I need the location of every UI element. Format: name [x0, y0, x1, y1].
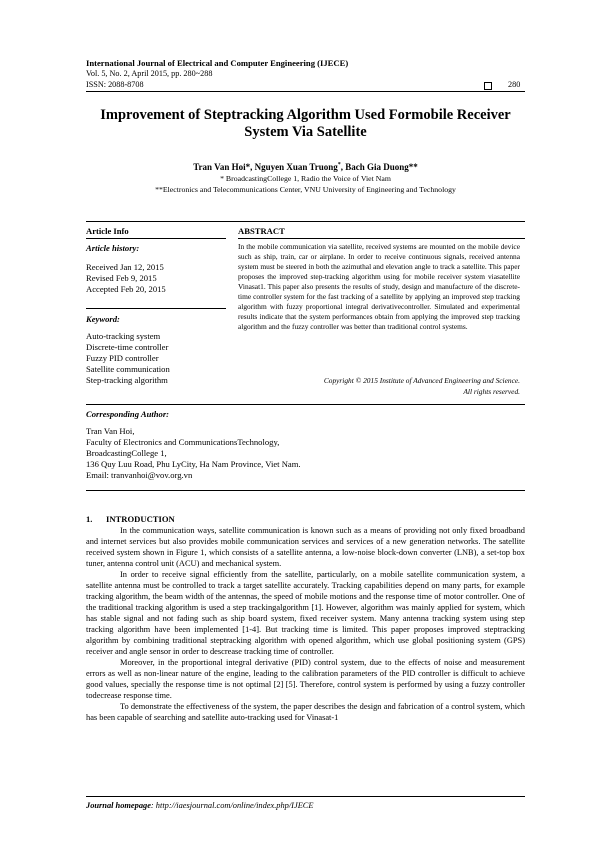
corresponding-college: BroadcastingCollege 1, — [86, 448, 167, 458]
abstract-head-rule — [238, 238, 525, 239]
body-paragraph: In order to receive signal efficiently from the satellite, particularly, on a mobile satellite communication system, a satellite antenna must be controlled to track a target satellite accurately. Tracking capabilities depend on many parts, for example tracking algorithm, the beam width of the antennas, the speed of mobile motions and the response time of motor controller. One of the traditional tracking algorithm is used a step trackingalgorithm [1]. However, algorithm was mainly applied for system, which has stable signal and not fading such as ship board system, fixed receiver system. Many antenna tracking system using step tracking algorithm have been implemented [1-4]. But tracking time is limited. This paper proposes improved steptracking algorithm by combining traditional steptracking algorithm with opened algorithm, which use global positioning system (GPS) receiver and angle sensor in order to descrease tracking time of controller. — [86, 570, 525, 656]
journal-homepage — [86, 801, 314, 810]
abstract-text: In the mobile communication via satellite, received systems are mounted on the mobile device such as ship, train, car or airplane. In order to receive continuous signals, received antenna system must be steered in both the azimuthal and elevation angle to track a satellite. This paper proposes the improved step-tracking algorithm using for mobile receiver system viasatellite Vinasat1. This paper also presents the results of study, design and manufacture of the discrete-time controller system for the fast tracking of a satellite by applying an improved step tracking algorithm with fuzzy proportional integral derivativecontroller. Simulated and experimental results indicate that the system performances obtain from applying the improved step tracking algorithm and the fuzzy controller was better than traditional control systems. — [238, 242, 520, 331]
copyright-line-2: All rights reserved. — [463, 386, 520, 396]
header-divider — [86, 91, 525, 92]
homepage-label: Journal homepage — [86, 801, 151, 810]
keyword-item: Satellite communication — [86, 364, 170, 374]
keyword-item: Discrete-time controller — [86, 342, 169, 352]
section-title: INTRODUCTION — [106, 514, 175, 524]
body-paragraph: In the communication ways, satellite communication is known such as a means of providing not only fixed broadband and internet services but also provides mobile communication services and services of a new generation networks. The satellite received system shown in Figure 1, which consists of a satellite antenna, a low-noise block-down converter (LNB), a set-top box tuner, antenna control unit (ACU) and mechanical system. — [86, 526, 525, 568]
corresponding-label: Corresponding Author: — [86, 409, 170, 419]
affiliation-2: **Electronics and Telecommunications Center, VNU University of Engineering and Technology — [155, 185, 456, 194]
journal-name: International Journal of Electrical and Computer Engineering (IJECE) — [86, 58, 349, 68]
keyword-item: Step-tracking algorithm — [86, 375, 168, 385]
keyword-label: Keyword: — [86, 314, 120, 324]
body-paragraph: To demonstrate the effectiveness of the system, the paper describes the design and fabrication of a control system, which has been capable of searching and satellite auto-tracking used for Vinasat-1 — [86, 702, 525, 722]
article-info-heading: Article Info — [86, 226, 129, 236]
footer-divider — [86, 796, 525, 797]
authors-part-1: Tran Van Hoi*, Nguyen Xuan Truong — [193, 162, 338, 172]
keyword-rule — [86, 308, 226, 309]
history-revised: Revised Feb 9, 2015 — [86, 273, 157, 283]
homepage-link[interactable]: : http://iaesjournal.com/online/index.php/IJECE — [150, 801, 314, 810]
corresponding-bottom-rule — [86, 490, 525, 491]
history-accepted: Accepted Feb 20, 2015 — [86, 284, 166, 294]
square-bullet-icon — [484, 82, 492, 90]
page-number: 280 — [508, 80, 521, 89]
authors-part-2: , Bach Gia Duong** — [340, 162, 418, 172]
keyword-item: Fuzzy PID controller — [86, 353, 159, 363]
journal-issn: ISSN: 2088-8708 — [86, 80, 144, 89]
paper-title: Improvement of Steptracking Algorithm Used Formobile Receiver System Via Satellite — [100, 107, 511, 140]
abstract-heading: ABSTRACT — [238, 226, 285, 236]
author-list — [86, 162, 525, 172]
affiliation-1: * BroadcastingCollege 1, Radio the Voice of Viet Nam — [220, 174, 391, 183]
corresponding-faculty: Faculty of Electronics and CommunicationsTechnology, — [86, 437, 280, 447]
history-label: Article history: — [86, 243, 140, 253]
info-head-rule — [86, 238, 226, 239]
corresponding-name: Tran Van Hoi, — [86, 426, 135, 436]
keyword-item: Auto-tracking system — [86, 331, 161, 341]
copyright-line-1: Copyright © 2015 Institute of Advanced Engineering and Science. — [323, 376, 520, 385]
info-top-rule — [86, 221, 525, 222]
section-number: 1. — [86, 514, 93, 524]
info-bottom-rule — [86, 404, 525, 405]
copyright-notice — [238, 376, 520, 397]
section-heading-introduction — [86, 514, 175, 524]
body-paragraph: Moreover, in the proportional integral derivative (PID) control system, due to the effects of noise and measurement errors as well as non-linear nature of the engine, leading to the calibration parameters of the PID controller is difficult to achieve good values, specially the response time is not optimal [2] [5]. Therefore, control system is performed by using a fuzzy controller todecrease response time. — [86, 658, 525, 700]
corresponding-address: 136 Quy Luu Road, Phu LyCity, Ha Nam Province, Viet Nam. — [86, 459, 301, 469]
journal-volume: Vol. 5, No. 2, April 2015, pp. 280~288 — [86, 69, 213, 78]
introduction-body — [86, 525, 525, 723]
history-received: Received Jan 12, 2015 — [86, 262, 164, 272]
corresponding-email: Email: tranvanhoi@vov.org.vn — [86, 470, 193, 480]
author-marker: * — [337, 162, 341, 168]
